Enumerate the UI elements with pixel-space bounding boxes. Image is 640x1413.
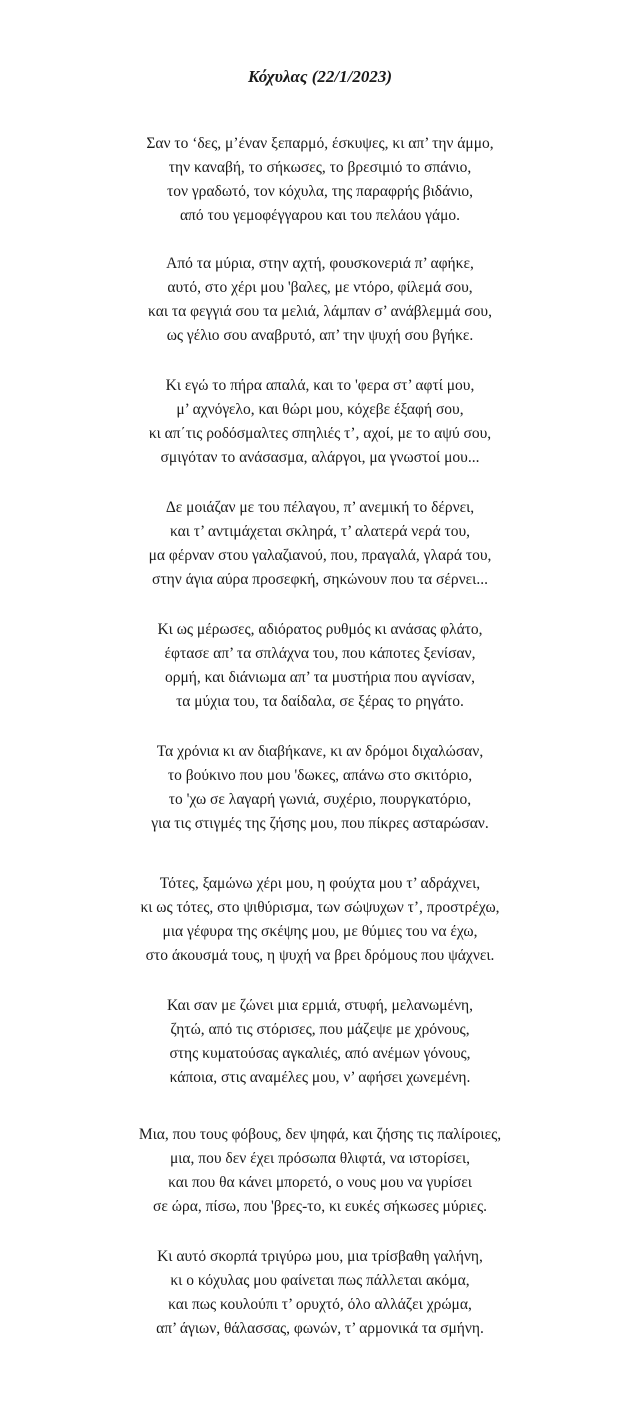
poem-line: και τα φεγγιά σου τα μελιά, λάμπαν σ’ ανάβλεμμά σου,	[148, 303, 492, 320]
stanza-7	[0, 872, 640, 968]
poem-line: στην άγια αύρα προσεφκή, σηκώνουν που τα σέρνει...	[152, 571, 488, 588]
stanza-5	[0, 618, 640, 714]
poem-line: σε ώρα, πίσω, που 'βρες-το, κι ευκές σήκωσες μύριες.	[153, 1198, 487, 1215]
poem-line: μα φέρναν στου γαλαζιανού, που, πραγαλά, γλαρά του,	[148, 547, 492, 564]
poem-line: Δε μοιάζαν με του πέλαγου, π’ ανεμική το δέρνει,	[165, 499, 475, 516]
stanza-8	[0, 994, 640, 1090]
poem-line: Κι ως μέρωσες, αδιόρατος ρυθμός κι ανάσας φλάτο,	[157, 621, 483, 638]
poem-line: και πως κουλούπι τ’ ορυχτό, όλο αλλάζει χρώμα,	[168, 1296, 472, 1313]
poem-line: Από τα μύρια, στην αχτή, φουσκονεριά π’ αφήκε,	[166, 255, 474, 272]
poem-line: ορμή, και διάνιωμα απ’ τα μυστήρια που αγνίσαν,	[164, 669, 476, 686]
poem-line: Τα χρόνια κι αν διαβήκανε, κι αν δρόμοι διχαλώσαν,	[156, 743, 484, 760]
poem-line: αυτό, στο χέρι μου 'βαλες, με ντόρο, φίλεμά σου,	[167, 279, 473, 296]
poem-line: ως γέλιο σου αναβρυτό, απ’ την ψυχή σου βγήκε.	[166, 327, 474, 344]
poem-line: σμιγόταν το ανάσασμα, αλάργοι, μα γνωστοί μου...	[160, 449, 480, 466]
poem-line: από του γεμοφέγγαρου και του πελάου γάμο.	[179, 207, 461, 224]
poem-line: απ’ άγιων, θάλασσας, φωνών, τ’ αρμονικά τα σμήνη.	[156, 1320, 484, 1337]
poem-line: τα μύχια του, τα δαίδαλα, σε ξέρας το ρηγάτο.	[176, 693, 464, 710]
poem-line: Σαν το ‘δες, μ’έναν ξεπαρμό, έσκυψες, κι απ’ την άμμο,	[146, 135, 494, 152]
poem-line: στο άκουσμά τους, η ψυχή να βρει δρόμους που ψάχνει.	[145, 947, 495, 964]
poem-line: Κι εγώ το πήρα απαλά, και το 'φερα στ’ αφτί μου,	[165, 377, 475, 394]
poem-line: την καναβή, το σήκωσες, το βρεσιμιό το σπάνιο,	[168, 159, 472, 176]
poem-line: και τ’ αντιμάχεται σκληρά, τ’ αλατερά νερά του,	[169, 523, 471, 540]
poem-line: έφτασε απ’ τα σπλάχνα του, που κάποτες ξενίσαν,	[164, 645, 476, 662]
stanza-4	[0, 496, 640, 592]
stanza-10	[0, 1245, 640, 1341]
stanza-6	[0, 740, 640, 836]
poem-line: μια, που δεν έχει πρόσωπα θλιφτά, να ιστορίσει,	[169, 1150, 471, 1167]
stanza-2	[0, 252, 640, 348]
poem-line: το 'χω σε λαγαρή γωνιά, συχέριο, πουργκατόριο,	[168, 791, 472, 808]
poem-title: Κόχυλας (22/1/2023)	[247, 67, 393, 86]
stanza-9	[0, 1123, 640, 1219]
poem-line: κι ως τότες, στο ψιθύρισμα, των σώψυχων τ’, προστρέχω,	[140, 899, 500, 916]
stanza-1	[0, 132, 640, 228]
poem-line: Κι αυτό σκορπά τριγύρω μου, μια τρίσβαθη γαλήνη,	[157, 1248, 483, 1265]
poem-line: τον γραδωτό, τον κόχυλα, της παραφρής βιδάνιο,	[166, 183, 474, 200]
poem-line: Τότες, ξαμώνω χέρι μου, η φούχτα μου τ’ αδράχνει,	[159, 875, 481, 892]
poem-line: το βούκινο που μου 'δωκες, απάνω στο σκιτόριο,	[167, 767, 473, 784]
poem-line: κι ο κόχυλας μου φαίνεται πως πάλλεται ακόμα,	[170, 1272, 470, 1289]
poem-line: μ’ αχνόγελο, και θώρι μου, κόχεβε έξαφή σου,	[176, 401, 464, 418]
poem-line: μια γέφυρα της σκέψης μου, με θύμιες του να έχω,	[162, 923, 478, 940]
poem-line: κάποια, στις αναμέλες μου, ν’ αφήσει χωνεμένη.	[169, 1069, 471, 1086]
poem-line: Και σαν με ζώνει μια ερμιά, στυφή, μελανωμένη,	[166, 997, 474, 1014]
poem-line: Μια, που τους φόβους, δεν ψηφά, και ζήσης τις παλίροιες,	[138, 1126, 502, 1143]
poem-line: κι απ΄τις ροδόσμαλτες σπηλιές τ’, αχοί, με το αψύ σου,	[148, 425, 492, 442]
poem-line: για τις στιγμές της ζήσης μου, που πίκρες ασταρώσαν.	[151, 815, 489, 832]
poem-line: στης κυματούσας αγκαλιές, από ανέμων γόνους,	[169, 1045, 471, 1062]
poem-line: και που θα κάνει μπορετό, ο νους μου να γυρίσει	[168, 1174, 472, 1191]
stanza-3	[0, 374, 640, 470]
poem-line: ζητώ, από τις στόρισες, που μάζεψε με χρόνους,	[170, 1021, 470, 1038]
